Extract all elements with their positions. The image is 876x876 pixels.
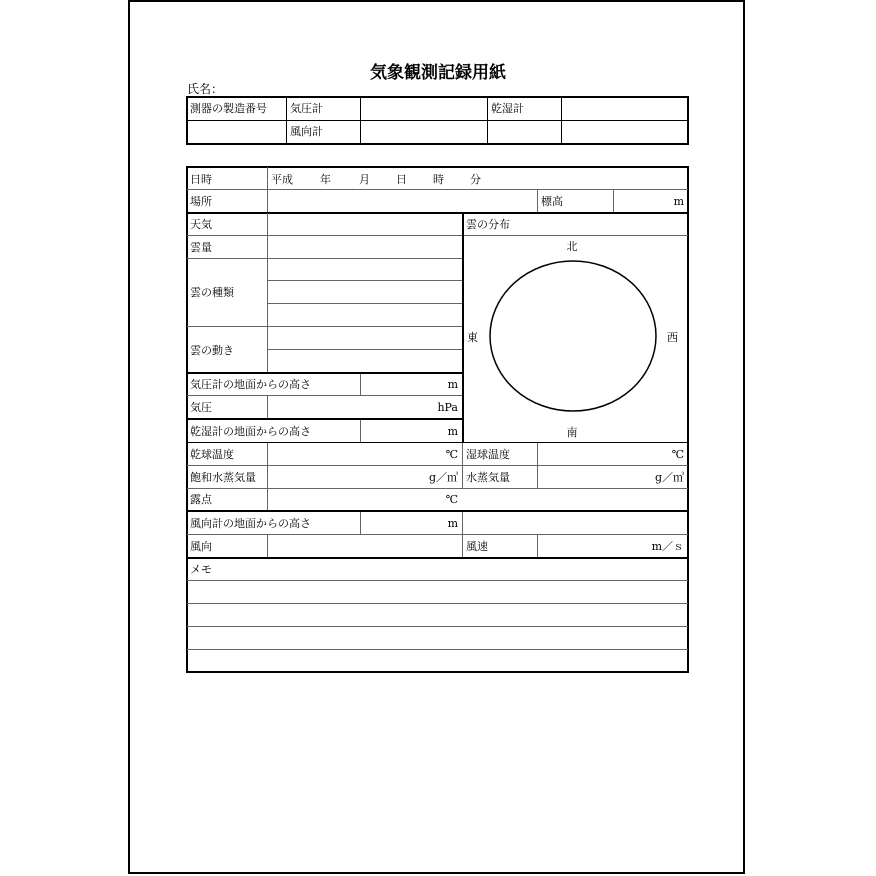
wind-speed-label: 風速 [466, 540, 488, 553]
name-field[interactable] [187, 82, 347, 97]
place-label: 場所 [190, 195, 212, 208]
pressure-unit: hPa [437, 401, 458, 414]
minute-label: 分 [470, 173, 481, 186]
wind-vane-height-label: 風向計の地面からの高さ [190, 517, 311, 530]
barometer-height-unit: m [447, 378, 458, 391]
saturated-vapor-unit: g／㎥ [428, 471, 458, 484]
psychrometer-height-unit: m [447, 425, 458, 438]
altitude-unit: m [673, 195, 684, 208]
wind-vane-label: 風向計 [290, 125, 323, 138]
cloud-type-label: 雲の種類 [190, 286, 234, 299]
day-label: 日 [396, 173, 407, 186]
cloud-motion-label: 雲の動き [190, 344, 234, 357]
barometer-label: 気圧計 [290, 102, 323, 115]
cloud-distribution-circle[interactable] [488, 259, 658, 414]
dry-bulb-label: 乾球温度 [190, 448, 234, 461]
month-label: 月 [359, 173, 370, 186]
datetime-label: 日時 [190, 173, 212, 186]
south-label: 南 [566, 426, 578, 439]
memo-label: メモ [190, 563, 212, 576]
year-label: 年 [320, 173, 331, 186]
barometer-height-label: 気圧計の地面からの高さ [190, 378, 311, 391]
west-label: 西 [667, 331, 678, 344]
north-label: 北 [566, 240, 578, 253]
dry-bulb-unit: ℃ [445, 448, 458, 461]
wind-vane-height-unit: m [447, 517, 458, 530]
pressure-label: 気圧 [190, 401, 212, 414]
saturated-vapor-label: 飽和水蒸気量 [190, 471, 256, 484]
altitude-label: 標高 [541, 195, 563, 208]
name-label: 氏名： [187, 82, 224, 96]
form-title: 気象観測記録用紙 [370, 63, 506, 83]
vapor-label: 水蒸気量 [466, 471, 510, 484]
serial-number-label: 測器の製造番号 [190, 102, 267, 115]
wind-direction-label: 風向 [190, 540, 212, 553]
era-label: 平成 [271, 173, 293, 186]
vapor-unit: g／㎥ [654, 471, 684, 484]
cloud-distribution-label: 雲の分布 [466, 218, 510, 231]
wet-bulb-label: 湿球温度 [466, 448, 510, 461]
psychrometer-label: 乾湿計 [491, 102, 524, 115]
wet-bulb-unit: ℃ [671, 448, 684, 461]
dew-point-unit: ℃ [445, 493, 458, 506]
east-label: 東 [467, 331, 478, 344]
weather-label: 天気 [190, 218, 212, 231]
cloud-amount-label: 雲量 [190, 241, 212, 254]
psychrometer-height-label: 乾湿計の地面からの高さ [190, 425, 311, 438]
dew-point-label: 露点 [190, 493, 212, 506]
hour-label: 時 [433, 173, 444, 186]
wind-speed-unit: m／ｓ [651, 540, 684, 553]
